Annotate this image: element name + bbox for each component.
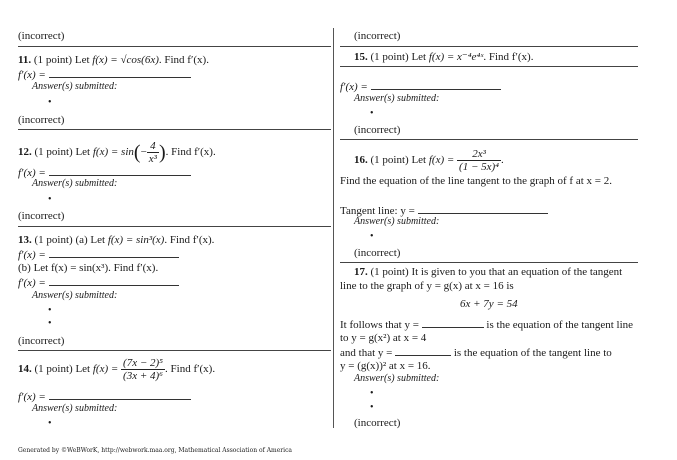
- problem-number: 16.: [354, 154, 368, 167]
- answer-input-13b[interactable]: [49, 275, 179, 286]
- answer-row-11: [18, 67, 191, 82]
- footer-credit: Generated by ©WeBWorK, http://webwork.maa.org, Mathematical Association of America: [18, 447, 293, 454]
- answer-row-13b: [18, 275, 179, 290]
- separator: [18, 46, 331, 47]
- problem-17: [354, 265, 622, 279]
- problem-13b: (b) Let f(x) = sin(x³). Find f′(x).: [18, 262, 159, 274]
- answer-input-16[interactable]: [418, 203, 548, 214]
- problem-number: 11.: [18, 54, 32, 66]
- problem-points: (1 point) Let: [34, 363, 91, 376]
- fraction: [457, 148, 501, 173]
- problem-14: [18, 357, 215, 382]
- problem-number: 14.: [18, 363, 32, 376]
- answer-label: f′(x) =: [18, 69, 46, 81]
- problem-13: [18, 233, 214, 247]
- status-incorrect: (incorrect): [354, 417, 401, 429]
- problem-expression: f(x) = sin³(x): [107, 234, 165, 246]
- problem-points: (1 point) Let: [370, 51, 427, 63]
- answer-label: Tangent line: y =: [340, 205, 415, 217]
- answer-bullet: •: [370, 108, 374, 119]
- answers-submitted-label: Answer(s) submitted:: [32, 81, 118, 92]
- separator: [18, 350, 331, 351]
- problem-17-follow-1: [340, 317, 633, 332]
- answer-row-15: [340, 79, 501, 94]
- fraction-numerator: (7x − 2)⁵: [123, 357, 164, 369]
- answer-bullet: •: [48, 194, 52, 205]
- separator: [18, 129, 331, 130]
- problem-16: [354, 148, 504, 173]
- answer-bullet: •: [48, 418, 52, 429]
- answers-submitted-label: Answer(s) submitted:: [32, 290, 118, 301]
- separator: [340, 262, 638, 263]
- fraction-numerator: 4: [147, 140, 159, 153]
- follow-text: is the equation of the tangent line: [486, 319, 634, 331]
- status-incorrect: (incorrect): [18, 114, 65, 126]
- status-incorrect: (incorrect): [354, 124, 401, 136]
- problem-number: 15.: [354, 51, 368, 63]
- fraction: [147, 140, 159, 165]
- answer-input-17b[interactable]: [395, 345, 451, 356]
- problem-instruction: . Find f′(x).: [158, 54, 209, 66]
- answer-input-15[interactable]: [371, 79, 501, 90]
- answer-bullet: •: [48, 305, 52, 316]
- problem-points: (1 point) Let: [34, 146, 91, 159]
- answer-label: f′(x) =: [340, 81, 368, 93]
- problem-expression: f(x) =: [92, 363, 119, 376]
- problem-11: [18, 53, 209, 67]
- answer-input-13a[interactable]: [49, 247, 179, 258]
- answer-bullet: •: [48, 318, 52, 329]
- column-divider: [333, 28, 334, 428]
- fraction: [121, 357, 165, 382]
- answer-row-13a: [18, 247, 179, 262]
- answer-label: f′(x) =: [18, 167, 46, 179]
- problem-17-intro-2: line to the graph of y = g(x) at x = 16 is: [340, 280, 514, 292]
- problem-expression: f(x) =: [428, 154, 455, 167]
- fraction-denominator: x³: [148, 153, 157, 165]
- separator: [340, 66, 638, 67]
- separator: [18, 226, 331, 227]
- paren-close: ): [158, 141, 166, 164]
- problem-number: 12.: [18, 146, 32, 159]
- answer-label: f′(x) =: [18, 249, 46, 261]
- answers-submitted-label: Answer(s) submitted:: [32, 178, 118, 189]
- follow-text: It follows that y =: [340, 319, 419, 331]
- answer-input-12[interactable]: [49, 165, 191, 176]
- answer-input-17a[interactable]: [422, 317, 484, 328]
- answer-bullet: •: [48, 97, 52, 108]
- problem-points: (1 point) (a) Let: [34, 234, 106, 246]
- answer-bullet: •: [370, 231, 374, 242]
- problem-number: 17.: [354, 266, 368, 278]
- status-incorrect: (incorrect): [354, 30, 401, 42]
- status-incorrect: (incorrect): [18, 335, 65, 347]
- problem-15: [354, 50, 533, 64]
- answers-submitted-label: Answer(s) submitted:: [354, 93, 440, 104]
- fraction-numerator: 2x³: [457, 148, 501, 161]
- fraction-denominator: (1 − 5x)⁴: [459, 161, 500, 173]
- paren-open: (: [133, 141, 141, 164]
- answer-input-11[interactable]: [49, 67, 191, 78]
- problem-instruction: .: [501, 154, 504, 167]
- separator: [340, 46, 638, 47]
- problem-number: 13.: [18, 234, 32, 246]
- answer-label: f′(x) =: [18, 391, 46, 403]
- problem-instruction: . Find f′(x).: [165, 146, 216, 159]
- problem-12: 12. (1 point) Let f(x) = sin(− $\frac{4}{\text{x³}}$ ). Find f′(x).: [18, 140, 216, 165]
- problem-instruction: . Find f′(x).: [165, 363, 216, 376]
- answers-submitted-label: Answer(s) submitted:: [354, 216, 440, 227]
- problem-17-equation: 6x + 7y = 54: [460, 298, 518, 310]
- problem-expression: f(x) = sin: [92, 146, 134, 159]
- problem-instruction: . Find f′(x).: [164, 234, 215, 246]
- problem-points: (1 point) Let: [370, 154, 427, 167]
- answer-input-14[interactable]: [49, 389, 191, 400]
- problem-16-task: Find the equation of the line tangent to the graph of f at x = 2.: [340, 175, 612, 187]
- answer-bullet: •: [370, 388, 374, 399]
- answers-submitted-label: Answer(s) submitted:: [32, 403, 118, 414]
- answer-bullet: •: [370, 402, 374, 413]
- answer-row-14: [18, 389, 191, 404]
- follow-text: and that y =: [340, 347, 393, 359]
- fraction-denominator: (3x + 4)⁶: [123, 370, 164, 382]
- answer-label: f′(x) =: [18, 277, 46, 289]
- problem-17-follow-3: [340, 345, 612, 360]
- problem-17-follow-2: to y = g(x²) at x = 4: [340, 332, 427, 344]
- problem-instruction: . Find f′(x).: [483, 51, 534, 63]
- status-incorrect: (incorrect): [354, 247, 401, 259]
- problem-expression: f(x) = √cos(6x): [92, 54, 159, 66]
- problem-expression: f(x) = x⁻⁴e⁴ˣ: [428, 51, 484, 63]
- status-incorrect: (incorrect): [18, 30, 65, 42]
- problem-points: (1 point) Let: [33, 54, 90, 66]
- status-incorrect: (incorrect): [18, 210, 65, 222]
- separator: [340, 139, 638, 140]
- follow-text: is the equation of the tangent line to: [453, 347, 612, 359]
- problem-intro: (1 point) It is given to you that an equation of the tangent: [370, 266, 623, 278]
- answers-submitted-label: Answer(s) submitted:: [354, 373, 440, 384]
- problem-17-follow-4: y = (g(x))² at x = 16.: [340, 360, 431, 372]
